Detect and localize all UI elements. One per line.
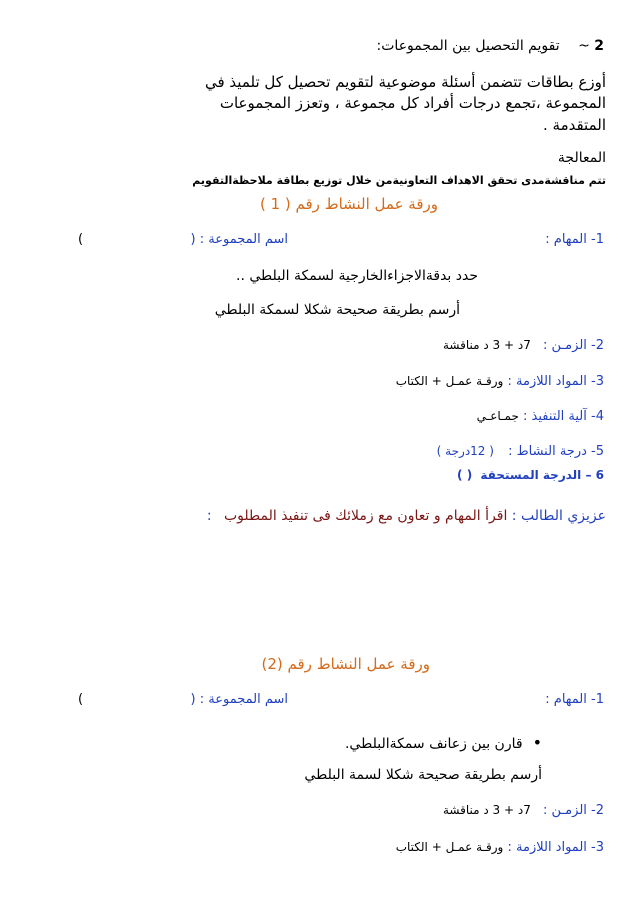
card2-time-value: 7د + 3 د مناقشة — [442, 803, 531, 817]
card2-group-close: ) — [78, 692, 84, 707]
card2-time-label: 2- الزمـن : — [542, 803, 604, 818]
card1-tasks-label: 1- المهام : — [545, 232, 604, 247]
card1-title: ورقة عمل النشاط رقم ( 1 ) — [259, 195, 438, 213]
card1-group-label: اسم المجموعة : ( — [190, 232, 288, 247]
card1-student-label: عزيزي الطالب : — [511, 508, 606, 524]
intro-line-3: المتقدمة . — [542, 116, 606, 134]
card1-materials-label: 3- المواد اللازمة : — [507, 374, 604, 389]
card2-group-label: اسم المجموعة : ( — [190, 692, 288, 707]
card1-materials-row — [396, 374, 604, 389]
card1-time-row — [443, 338, 604, 353]
intro-line-2: المجموعة ،تجمع درجات أفراد كل مجموعة ، وتعزز المجموعات — [219, 94, 606, 112]
section-header — [377, 38, 604, 54]
card2-tasks-label: 1- المهام : — [545, 692, 604, 707]
card2-task-b: أرسم بطريقة صحيحة شكلا لسمة البلطي — [304, 767, 542, 783]
card2-materials-label: 3- المواد اللازمة : — [507, 840, 604, 855]
card2-title: ورقة عمل النشاط رقم (2) — [261, 655, 430, 673]
card2-task-a-row — [345, 733, 542, 752]
intro-line-1: أوزع بطاقات تتضمن أسئلة موضوعية لتقويم تحصيل كل تلميذ في — [204, 73, 606, 91]
section-number: 2 — [594, 38, 604, 54]
card1-mechanism-label: 4- آلية التنفيذ : — [523, 409, 604, 424]
card2-materials-row — [396, 840, 604, 855]
card2-time-row — [443, 803, 604, 818]
card1-earned-label: 6 – الدرجة المستحقة — [480, 468, 604, 482]
card1-grade-value: ( 12درجة ) — [436, 444, 494, 458]
card2-task-a: قارن بين زعانف سمكةالبلطي. — [344, 736, 523, 752]
card1-mechanism-row — [477, 409, 604, 424]
treatment-description: تتم مناقشةمدى تحقق الاهداف التعاونيةمن خلال توزيع بطاقة ملاحظةالتقويم — [192, 174, 606, 187]
card1-student-colon: : — [206, 508, 212, 524]
section-title: تقويم التحصيل بين المجموعات: — [376, 38, 560, 54]
card1-grade-row — [437, 444, 604, 459]
card1-earned-row — [457, 468, 604, 482]
card2-materials-value: ورقـة عمـل + الكتاب — [395, 840, 504, 854]
card1-materials-value: ورقـة عمـل + الكتاب — [395, 374, 504, 388]
bullet-icon — [523, 736, 542, 752]
card1-time-value: 7د + 3 د مناقشة — [442, 338, 531, 352]
card1-task-b: أرسم بطريقة صحيحة شكلا لسمكة البلطي — [214, 302, 460, 318]
card1-mechanism-value: جمـاعـي — [476, 409, 519, 423]
card1-task-a: حدد بدقةالاجزاءالخارجية لسمكة البلطي .. — [236, 268, 478, 284]
card1-student-row — [207, 508, 606, 524]
card1-earned-value: ( ) — [457, 468, 473, 482]
tilde-mark: ~ — [578, 38, 590, 54]
treatment-title: المعالجة — [557, 150, 606, 166]
card1-student-text: اقرأ المهام و تعاون مع زملائك فى تنفيذ المطلوب — [224, 508, 508, 524]
card1-time-label: 2- الزمـن : — [542, 338, 604, 353]
card1-group-close: ) — [78, 232, 84, 247]
card1-grade-label: 5- درجة النشاط : — [508, 444, 604, 459]
